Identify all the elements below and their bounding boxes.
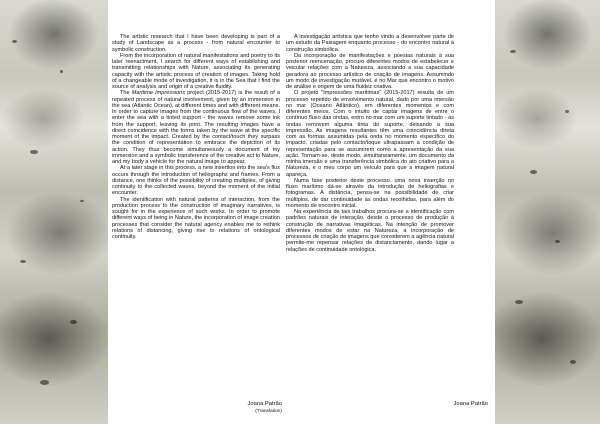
en-paragraph-5: The identification with natural patterns of interaction, from the production process to the construction of imaginary narratives, is sought for in the experience of such works. In order to promote different ways of being in Nature, the incorporation of image creation processes that consider the natural agency enables me to rethink relations of distancing, giving rise to relations of ontological continuity. [112, 196, 280, 240]
pt-paragraph-5: Na experiência de tais trabalhos procura-se a identificação com padrões naturais de interação, desde o processo de produção à construção de narrativas imagéticas. Na intenção de promover diferentes modos de estar na Natureza, a incorporação de processos de criação de imagens que considerem a agência natural permite-me repensar relações de distanciamento, dando lugar a relações de continuidade ontológica. [286, 209, 454, 253]
english-text-column [112, 34, 280, 240]
portuguese-text-column [286, 34, 454, 253]
pt-author: Joana Patrão [453, 401, 488, 407]
en-author: Joana Patrão [247, 401, 282, 407]
pt-paragraph-3: O projeto "Impressões marítimas" (2015-2017) resulta de um processo repetido de envolvimento natural, dado por uma imersão no mar (Oceano Atlântico), em diferentes momentos e com diferentes meios. Com o intuito de captar imagens de entre o contínuo fluxo das ondas, entro no mar com um suporte tintado - as ondas removem alguma tinta do suporte, deixando a sua impressão. As imagens resultantes têm uma coincidência direta com as formas assumidas pela onda no momento específico do impacto, criadas pelo contacto/toque ultrapassam a condição de representação para se assumirem como a apresentação da sua ação. Tornam-se, deste modo, simultaneamente, um documento da minha imersão e uma transferência simbólica do ato criativo para a Natureza, e o meu corpo um veículo para que a imagem natural apareça. [286, 90, 454, 178]
translation-note: (Translation) [255, 409, 282, 414]
en-paragraph-3-body: project (2015-2017) is the result of a repeated process of natural involvement, given by an immersion in the sea (Atlantic Ocean), at different times and with different means. In order to capture images from the continuous flow of the waves, I enter the sea with a tinted support - the waves remove some ink from the support, leaving its print. The resulting images have a direct coincidence with the forms taken by the wave at the specific moment of the impact. Created by the contact/touch they surpass the condition of representation to embrace the depiction of its action. They thus become simultaneously a document of my immersion and a symbolic transference of the creative act to Nature, and my body a vehicle for the natural image to appear. [112, 90, 280, 165]
left-sea-print-image [0, 0, 108, 424]
pt-paragraph-2: Da incorporação de manifestações e poesias naturais à sua posterior reencenação, procuro diferentes modos de estabelecer e veicular relações com a Natureza, associando a sua capacidade geradora ao processo artístico de criação de imagens. Assumindo um modo de investigação mutável, é no Mar que encontro o motivo de análise e origem de uma fluidez criativa. [286, 52, 454, 90]
en-project-title: Maritime Impressions [131, 90, 186, 97]
right-sea-print-image [495, 0, 600, 424]
english-signature [208, 401, 282, 415]
en-paragraph-2: From the incorporation of natural manifestations and poetry to its later reenactment, I search for different ways of establishing and transmitting relationships with Nature, associating its generating capacity with the artistic process of creation of images. Taking hold of a changeable mode of investigation, it is in the Sea that I find the source of analysis and origin of a creative fluidity. [112, 52, 280, 90]
portuguese-signature [400, 401, 488, 408]
pt-paragraph-4: Numa fase posterior deste processo, uma nova inserção no fluxo marítimo dá-se através da introdução de heliografias e fotogramas. À distância, pensa-se na possibilidade de criar múltiplos, de dar continuidade às ondas recolhidas, para além do momento de encontro inicial. [286, 177, 454, 209]
en-paragraph-4: At a later stage in this process, a new insertion into the sea's flux occurs through the introduction of heliographs and frames. From a distance, one thinks of the possibility of creating multiples, of giving continuity to the collected waves, beyond the moment of the initial encounter. [112, 165, 280, 197]
pt-paragraph-1: A investigação artística que tenho vindo a desenvolver parte de um estudo da Paisagem enquanto processo - do encontro natural à construção simbólica. [286, 34, 454, 53]
en-paragraph-1: The artistic research that I have been developing is part of a study of Landscape as a process - from natural encounter to symbolic construction. [112, 34, 280, 53]
en-paragraph-3: The Maritime Impressions project (2015-2017) is the result of a repeated process of natural involvement, given by an immersion in the sea (Atlantic Ocean), at different times and with different means. In order to capture images from the continuous flow of the waves, I enter the sea with a tinted support - the waves remove some ink from the support, leaving its print. The resulting images have a direct coincidence with the forms taken by the wave at the specific moment of the impact. Created by the contact/touch they surpass the condition of representation to embrace the depiction of its action. They thus become simultaneously a document of my immersion and a symbolic transference of the creative act to Nature, and my body a vehicle for the natural image to appear. [112, 90, 280, 165]
